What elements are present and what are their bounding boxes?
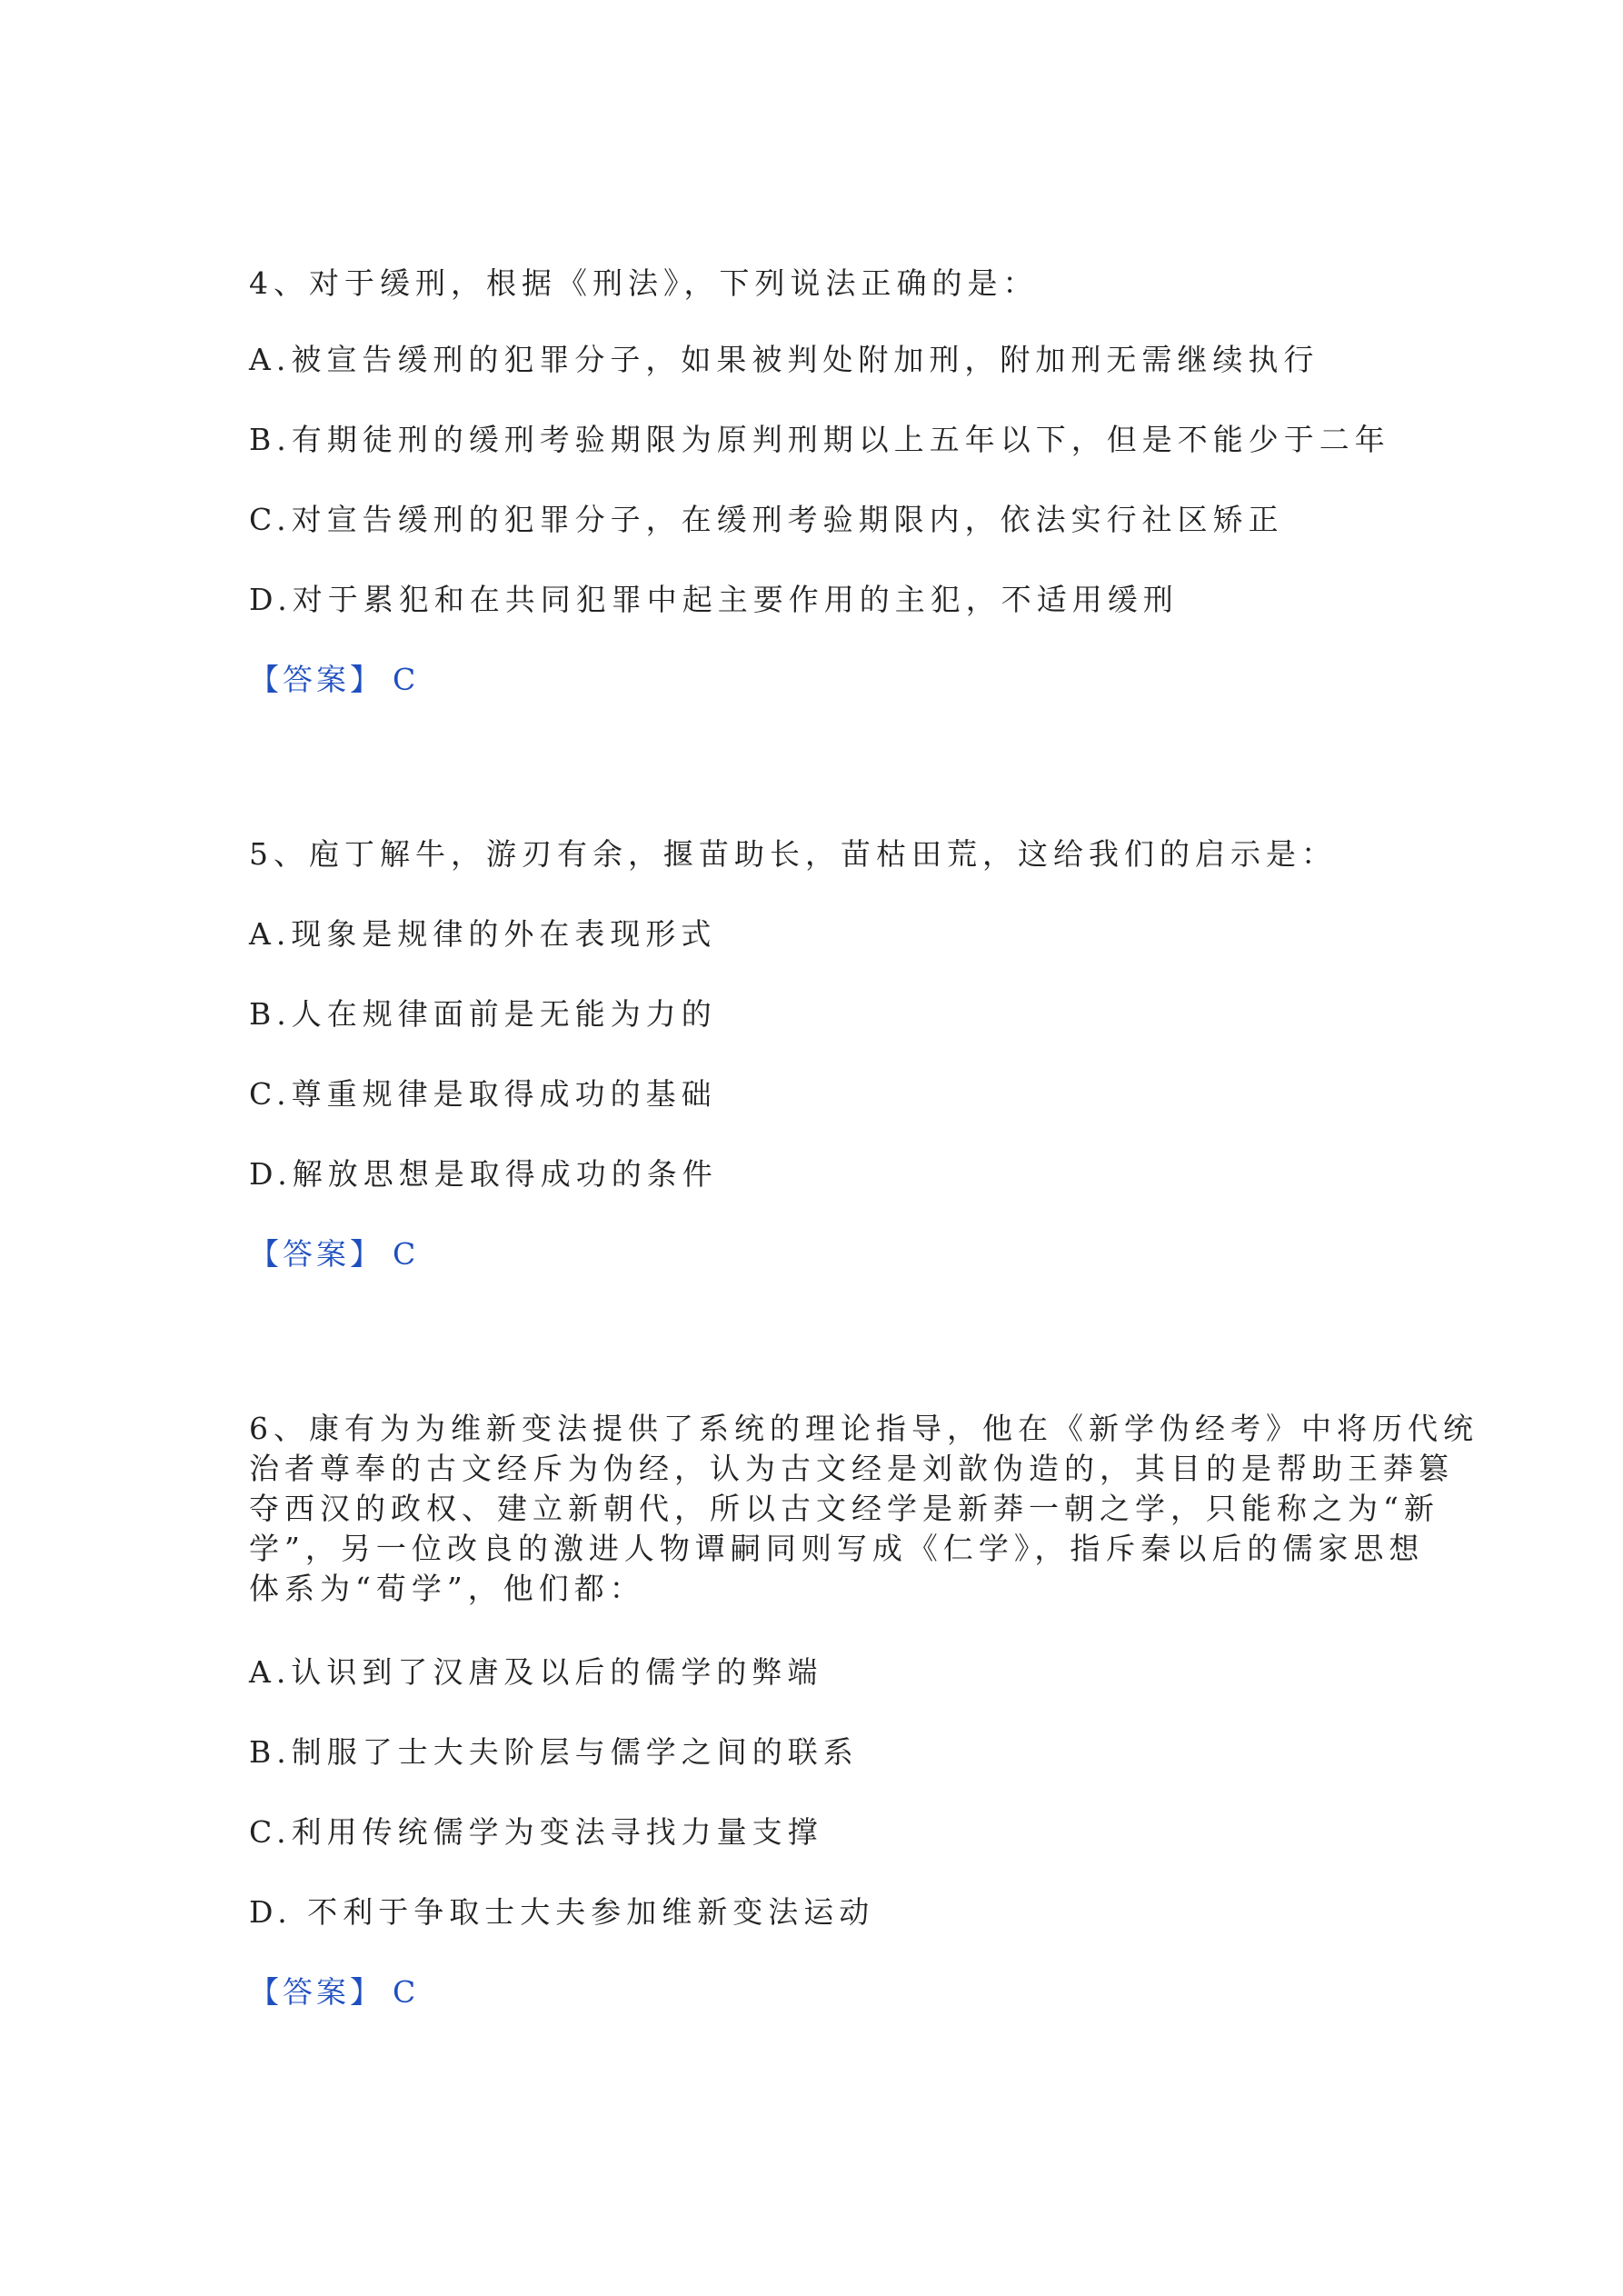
question-5-stem: 5、庖丁解牛，游刃有余，揠苗助长，苗枯田荒，这给我们的启示是： xyxy=(249,836,1337,872)
question-5-answer xyxy=(249,1234,415,1274)
question-4-option-b: B.有期徒刑的缓刑考验期限为原判刑期以上五年以下，但是不能少于二年 xyxy=(249,422,1390,457)
question-5-option-a: A.现象是规律的外在表现形式 xyxy=(249,916,717,952)
answer-value: C xyxy=(393,1974,416,2010)
answer-value: C xyxy=(393,662,416,697)
question-5-option-c: C.尊重规律是取得成功的基础 xyxy=(249,1076,717,1112)
question-6-option-d: D. 不利于争取士大夫参加维新变法运动 xyxy=(249,1894,875,1930)
answer-tag: 【答案】 xyxy=(249,662,383,697)
question-6-stem-line-4: 学”，另一位改良的激进人物谭嗣同则写成《仁学》，指斥秦以后的儒家思想 xyxy=(249,1531,1425,1566)
question-4-option-a: A.被宣告缓刑的犯罪分子，如果被判处附加刑，附加刑无需继续执行 xyxy=(249,342,1319,377)
question-6-stem-line-5: 体系为“荀学”，他们都： xyxy=(249,1571,645,1606)
question-6-stem-line-3: 夺西汉的政权、建立新朝代，所以古文经学是新莽一朝之学，只能称之为“新 xyxy=(249,1491,1439,1526)
answer-value: C xyxy=(393,1236,416,1272)
question-6-option-c: C.利用传统儒学为变法寻找力量支撑 xyxy=(249,1814,823,1850)
question-6-option-a: A.认识到了汉唐及以后的儒学的弊端 xyxy=(249,1654,823,1690)
question-5-option-b: B.人在规律面前是无能为力的 xyxy=(249,996,717,1032)
question-6-stem-line-2: 治者尊奉的古文经斥为伪经，认为古文经是刘歆伪造的，其目的是帮助王莽篡 xyxy=(249,1451,1454,1486)
question-6-option-b: B.制服了士大夫阶层与儒学之间的联系 xyxy=(249,1734,859,1770)
question-4-option-c: C.对宣告缓刑的犯罪分子，在缓刑考验期限内，依法实行社区矫正 xyxy=(249,502,1284,537)
question-6-stem-line-1: 6、康有为为维新变法提供了系统的理论指导，他在《新学伪经考》中将历代统 xyxy=(249,1411,1479,1446)
question-4-answer xyxy=(249,660,415,700)
answer-tag: 【答案】 xyxy=(249,1974,383,2010)
question-4-option-d: D.对于累犯和在共同犯罪中起主要作用的主犯，不适用缓刑 xyxy=(249,582,1179,617)
question-4-stem: 4、对于缓刑，根据《刑法》，下列说法正确的是： xyxy=(249,265,1039,301)
question-6-answer xyxy=(249,1972,415,2012)
question-5-option-d: D.解放思想是取得成功的条件 xyxy=(249,1156,718,1192)
answer-tag: 【答案】 xyxy=(249,1236,383,1272)
